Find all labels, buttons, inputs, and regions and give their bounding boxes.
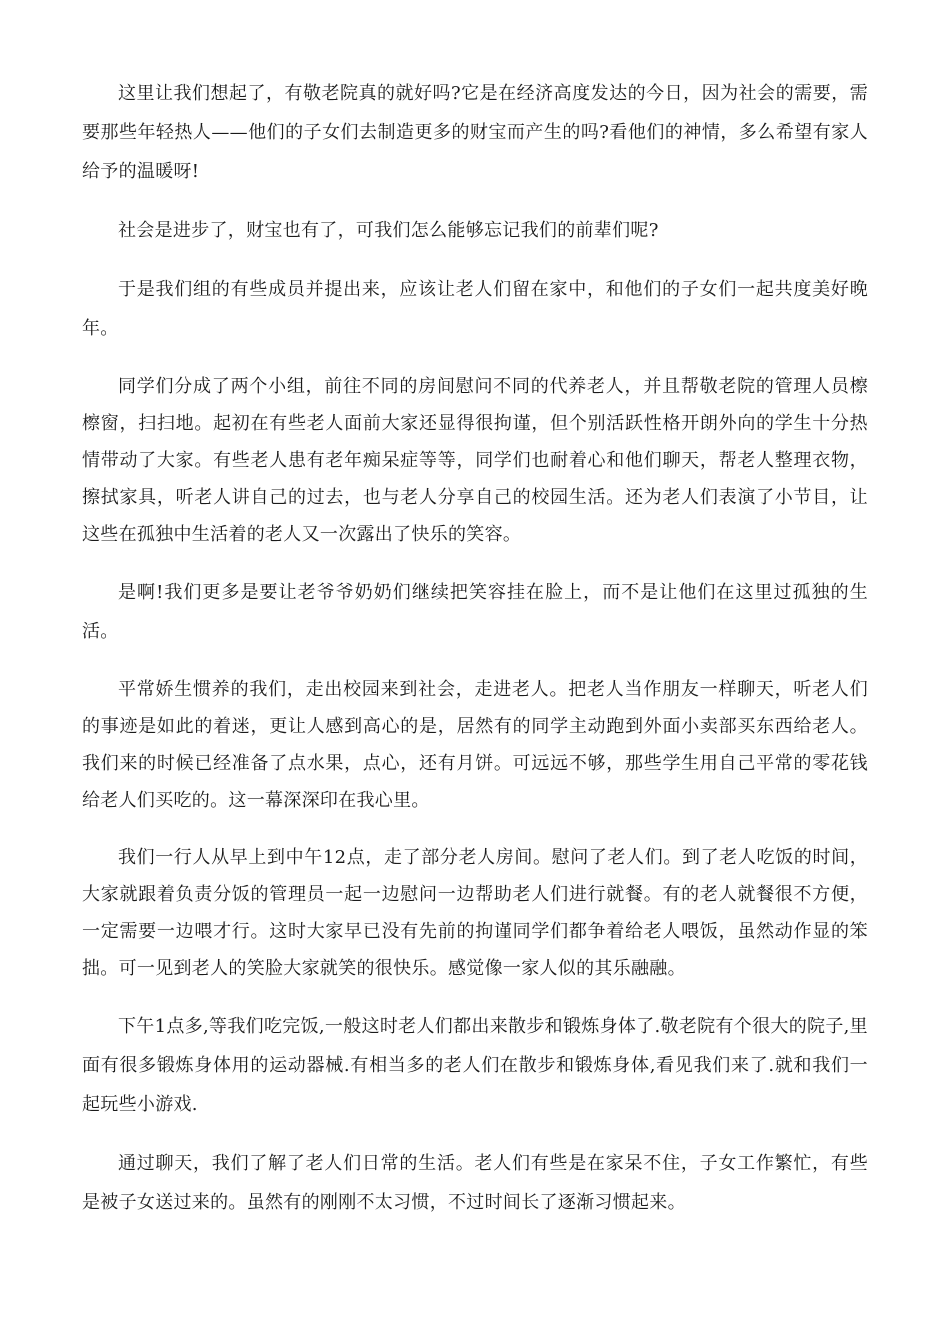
- paragraph-4: 同学们分成了两个小组，前往不同的房间慰问不同的代养老人，并且帮敬老院的管理人员檫檫窗，扫扫地。起初在有些老人面前大家还显得很拘谨，但个别活跃性格开朗外向的学生十分热情带动了大家。有些老人患有老年痴呆症等等，同学们也耐着心和他们聊天，帮老人整理衣物，擦拭家具，听老人讲自己的过去，也与老人分享自己的校园生活。还为老人们表演了小节目，让这些在孤独中生活着的老人又一次露出了快乐的笑容。: [82, 376, 868, 545]
- paragraph-3: 于是我们组的有些成员并提出来，应该让老人们留在家中，和他们的子女们一起共度美好晚年。: [82, 279, 868, 339]
- paragraph-2: 社会是进步了，财宝也有了，可我们怎么能够忘记我们的前辈们呢?: [118, 220, 659, 241]
- paragraph-9: 通过聊天，我们了解了老人们日常的生活。老人们有些是在家呆不住，子女工作繁忙，有些是被子女送过来的。虽然有的刚刚不太习惯，不过时间长了逐渐习惯起来。: [82, 1153, 868, 1213]
- paragraph-7: 我们一行人从早上到中午12点，走了部分老人房间。慰问了老人们。到了老人吃饭的时间，大家就跟着负责分饭的管理员一起一边慰问一边帮助老人们进行就餐。有的老人就餐很不方便，一定需要一边喂才行。这时大家早已没有先前的拘谨同学们都争着给老人喂饭，虽然动作显的笨拙。可一见到老人的笑脸大家就笑的很快乐。感觉像一家人似的其乐融融。: [82, 847, 868, 979]
- paragraph-5: 是啊!我们更多是要让老爷爷奶奶们继续把笑容挂在脸上，而不是让他们在这里过孤独的生活。: [82, 582, 868, 642]
- document-page: [82, 74, 868, 1242]
- paragraph-1: 这里让我们想起了，有敬老院真的就好吗?它是在经济高度发达的今日，因为社会的需要，需要那些年轻热人——他们的子女们去制造更多的财宝而产生的吗?看他们的神情，多么希望有家人给予的温暖呀!: [82, 83, 868, 182]
- paragraph-8: 下午1点多,等我们吃完饭,一般这时老人们都出来散步和锻炼身体了.敬老院有个很大的院子,里面有很多锻炼身体用的运动器械.有相当多的老人们在散步和锻炼身体,看见我们来了.就和我们一起玩些小游戏.: [82, 1016, 868, 1115]
- paragraph-6: 平常娇生惯养的我们，走出校园来到社会，走进老人。把老人当作朋友一样聊天，听老人们的事迹是如此的着迷，更让人感到高心的是，居然有的同学主动跑到外面小卖部买东西给老人。我们来的时候已经准备了点水果，点心，还有月饼。可远远不够，那些学生用自己平常的零花钱给老人们买吃的。这一幕深深印在我心里。: [82, 679, 868, 811]
